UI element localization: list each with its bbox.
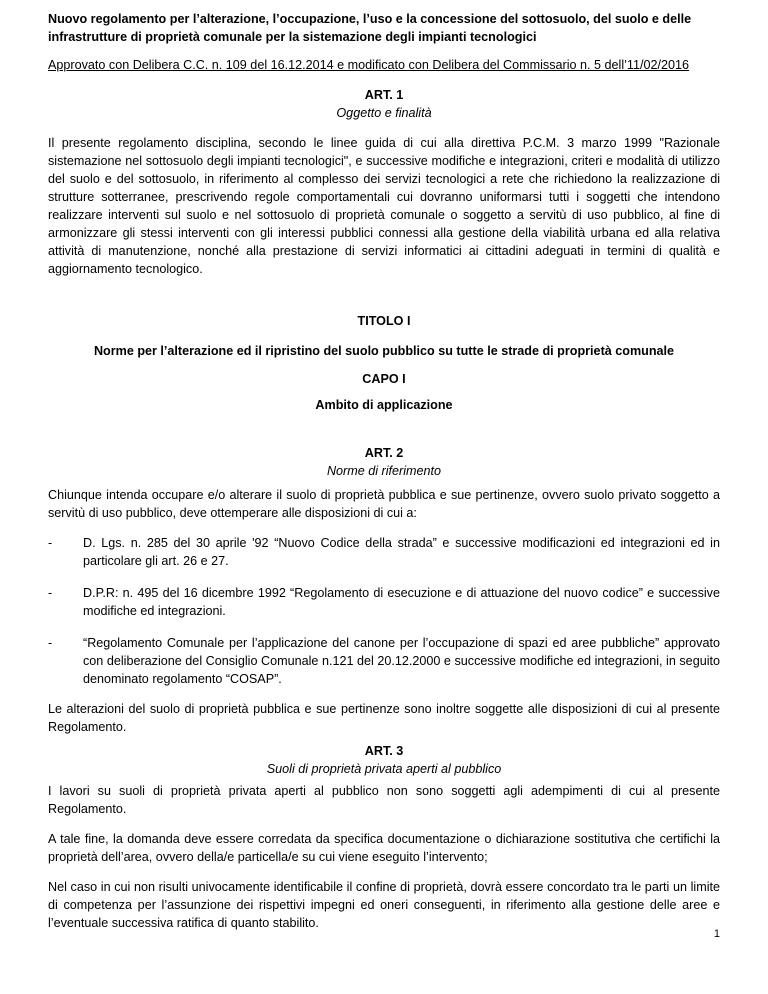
titolo-title: Norme per l’alterazione ed il ripristino del suolo pubblico su tutte le strade di proprietà comunale bbox=[93, 344, 675, 358]
art1-text: Il presente regolamento disciplina, secondo le linee guida di cui alla direttiva P.C.M. 3 marzo 1999 "Razionale sistemazione nel sottosuolo degli impianti tecnologici", e successive modifiche e integrazioni, criteri e modalità di utilizzo del suolo e del sottosuolo, in riferimento al complesso dei servizi tecnologici a rete che richiedono la realizzazione di strutture sotterranee, prescrivendo regole comportamentali cui dovranno uniformarsi tutti i soggetti che intendono realizzare interventi sul suolo e nel sottosuolo di proprietà comunale o soggetto a servitù di uso pubblico, al fine di armonizzare gli stessi interventi con gli interessi pubblici connessi alla gestione della viabilità urbana ed alla relativa attività di manutenzione, nonché alla prestazione di servizi informatici ai cittadini adeguati in termini di qualità e aggiornamento tecnologico. bbox=[48, 136, 720, 276]
document-page bbox=[48, 10, 720, 932]
art3-paragraph: Nel caso in cui non risulti univocamente identificabile il confine di proprietà, dovrà essere concordato tra le parti un limite di competenza per l’assunzione dei rispettivi impegni ed oneri conseguenti, in riferimento alla gestione delle aree e l’eventuale successiva ratifica di quanto stabilito. bbox=[48, 880, 720, 930]
titolo-label: TITOLO I bbox=[357, 314, 411, 328]
capo-title: Ambito di applicazione bbox=[315, 398, 453, 412]
list-item bbox=[48, 534, 720, 570]
art2-number: ART. 2 bbox=[364, 446, 404, 460]
art3-paragraph: I lavori su suoli di proprietà privata aperti al pubblico non sono soggetti agli adempimenti di cui al presente Regolamento. bbox=[48, 784, 720, 816]
art2-intro: Chiunque intenda occupare e/o alterare il suolo di proprietà pubblica e sue pertinenze, ovvero suolo privato soggetto a servitù di uso pubblico, deve ottemperare alle disposizioni di cui a: bbox=[48, 488, 720, 520]
list-dash: - bbox=[48, 636, 53, 650]
list-item bbox=[48, 584, 720, 620]
page-number: 1 bbox=[713, 928, 720, 940]
list-item bbox=[48, 634, 720, 688]
list-item-text: “Regolamento Comunale per l’applicazione del canone per l’occupazione di spazi ed aree pubbliche” approvato con deliberazione del Consiglio Comunale n.121 del 20.12.2000 e successive modifiche ed integrazioni, in seguito denominato regolamento “COSAP”. bbox=[83, 636, 720, 686]
list-item-text: D. Lgs. n. 285 del 30 aprile '92 “Nuovo Codice della strada” e successive modificazioni ed integrazioni ed in particolare gli art. 26 e 27. bbox=[83, 536, 720, 568]
list-dash: - bbox=[48, 586, 53, 600]
capo-label: CAPO I bbox=[362, 372, 406, 386]
list-item-text: D.P.R: n. 495 del 16 dicembre 1992 “Regolamento di esecuzione e di attuazione del nuovo codice” e successive modifiche ed integrazioni. bbox=[83, 586, 720, 618]
art1-subtitle: Oggetto e finalità bbox=[336, 106, 432, 120]
art2-closing: Le alterazioni del suolo di proprietà pubblica e sue pertinenze sono inoltre soggette alle disposizioni di cui al presente Regolamento. bbox=[48, 702, 720, 734]
approval-note: Approvato con Delibera C.C. n. 109 del 16.12.2014 e modificato con Delibera del Commissario n. 5 dell’11/02/2016 bbox=[48, 58, 690, 72]
list-dash: - bbox=[48, 536, 53, 550]
art2-subtitle: Norme di riferimento bbox=[326, 464, 442, 478]
art1-number: ART. 1 bbox=[364, 88, 404, 102]
art3-paragraph: A tale fine, la domanda deve essere corredata da specifica documentazione o dichiarazione sostitutiva che certifichi la proprietà dell’area, ovvero della/e particella/e su cui viene eseguito l’intervento; bbox=[48, 832, 720, 864]
art3-subtitle: Suoli di proprietà privata aperti al pubblico bbox=[266, 762, 502, 776]
art3-number: ART. 3 bbox=[364, 744, 404, 758]
document-title: Nuovo regolamento per l’alterazione, l’occupazione, l’uso e la concessione del sottosuolo, del suolo e delle infrastrutture di proprietà comunale per la sistemazione degli impianti tecnologici bbox=[48, 12, 692, 44]
